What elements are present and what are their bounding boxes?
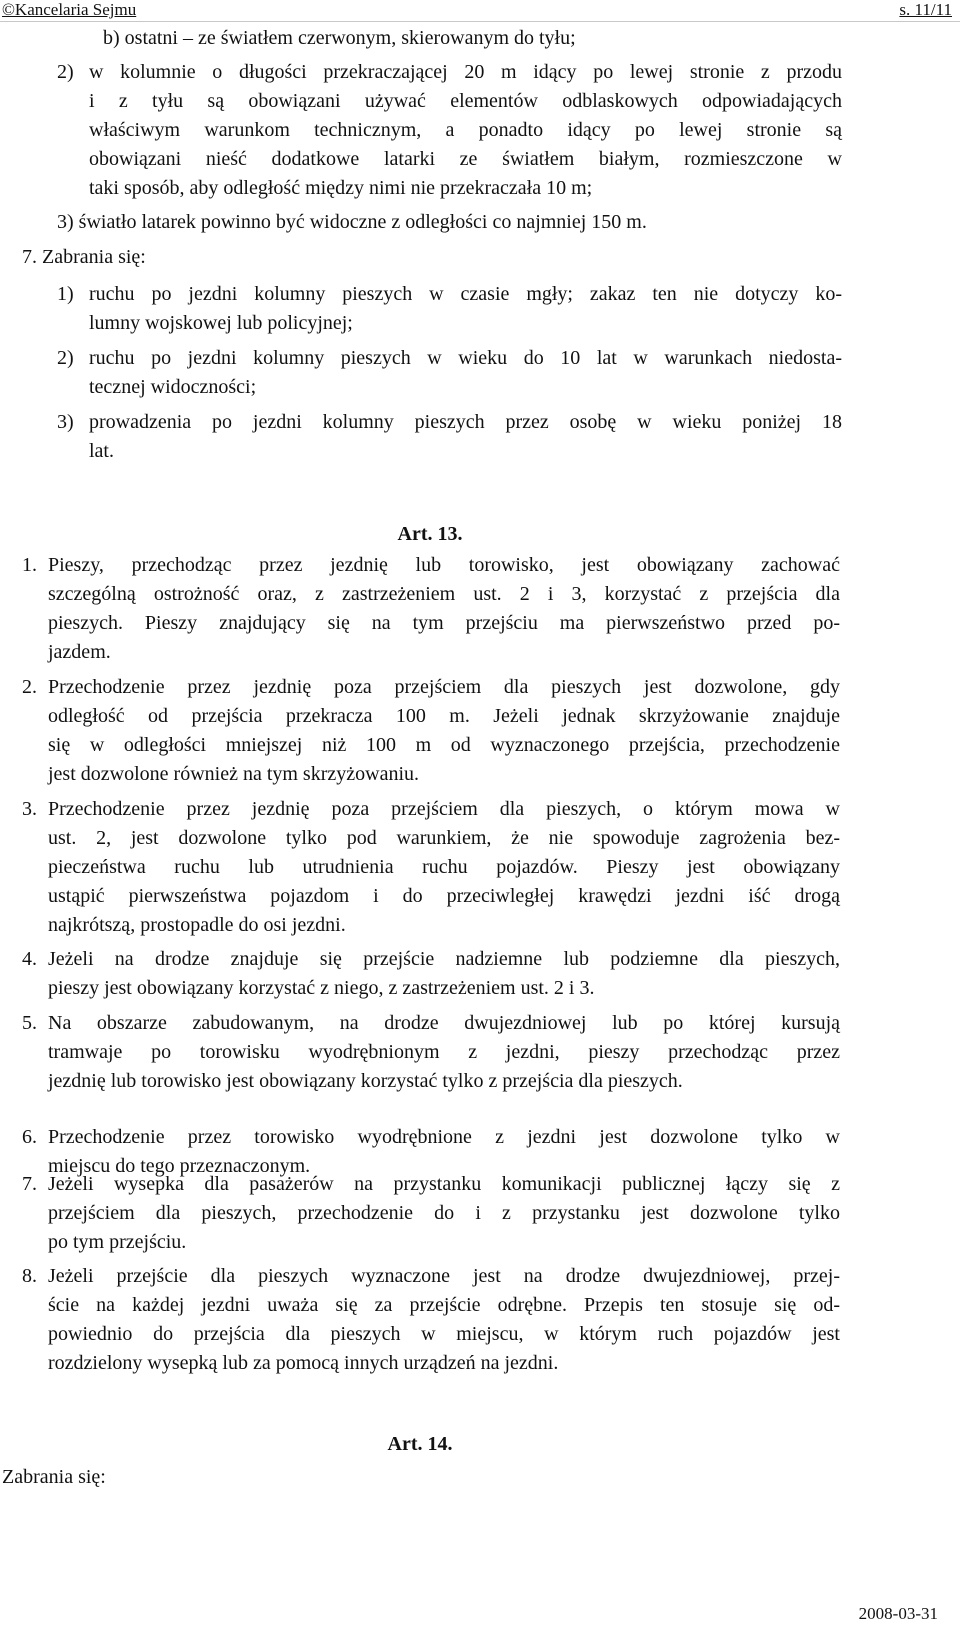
art-13-paragraph	[22, 795, 840, 940]
item-number: 2)	[57, 61, 74, 83]
s7-item-2	[57, 344, 842, 402]
text-line: Jeżeli wysepka dla pasażerów na przystanku komunikacji publicznej łączy się z	[48, 1173, 840, 1195]
item-number: 3)	[57, 411, 74, 433]
text-line: rozdzielony wysepką lub za pomocą innych urządzeń na jezdni.	[48, 1352, 559, 1374]
art-13-heading: Art. 13.	[397, 523, 463, 545]
text-line: lat.	[89, 440, 114, 462]
paragraph-number: 8.	[22, 1265, 37, 1287]
header-divider	[0, 21, 960, 22]
paragraph-number: 3.	[22, 798, 37, 820]
art-13-paragraph	[22, 1170, 840, 1257]
text-line: Jeżeli przejście dla pieszych wyznaczone jest na drodze dwujezdniowej, przej-	[48, 1265, 840, 1287]
text-line: najkrótszą, prostopadle do osi jezdni.	[48, 914, 346, 936]
text-line: tramwaje po torowisku wyodrębnionym z jezdni, pieszy przechodząc przez	[48, 1041, 840, 1063]
section-lead-text: Zabrania się:	[42, 246, 146, 268]
text-line: jest dozwolone również na tym skrzyżowaniu.	[48, 763, 420, 785]
s7-item-3	[57, 408, 842, 466]
text-line: powiednio do przejścia dla pieszych w miejscu, w którym ruch pojazdów jest	[48, 1323, 840, 1345]
art-13-paragraph	[22, 1262, 840, 1378]
art-14-lead: Zabrania się:	[2, 1466, 106, 1488]
text-line: szczególną ostrożność oraz, z zastrzeżeniem ust. 2 i 3, korzystać z przejścia dla	[48, 583, 840, 605]
text-line: ustąpić pierwszeństwa pojazdom i do przeciwległej krawędzi jezdni iść drogą	[48, 885, 840, 907]
footer-date: 2008-03-31	[858, 1604, 938, 1623]
text-line: Jeżeli na drodze znajduje się przejście nadziemne lub podziemne dla pieszych,	[48, 948, 840, 970]
text-line: ście na każdej jezdni uważa się za przejście odrębne. Przepis ten stosuje się od-	[48, 1294, 840, 1316]
art-13-paragraph	[22, 673, 840, 789]
section-7-lead	[22, 243, 146, 272]
paragraph-number: 5.	[22, 1012, 37, 1034]
text-line: jezdnię lub torowisko jest obowiązany korzystać tylko z przejścia dla pieszych.	[48, 1070, 683, 1092]
item-number: 3)	[57, 211, 74, 233]
paragraph-number: 2.	[22, 676, 37, 698]
text-line: Przechodzenie przez torowisko wyodrębnione z jezdni jest dozwolone tylko w	[48, 1126, 840, 1148]
text-line: pieszych. Pieszy znajdujący się na tym przejściu ma pierwszeństwo przed po-	[48, 612, 840, 634]
text-line: Przechodzenie przez jezdnię poza przejściem dla pieszych, o którym mowa w	[48, 798, 840, 820]
item-number: 1)	[57, 283, 74, 305]
section-number: 7.	[22, 246, 37, 268]
text-line: ruchu po jezdni kolumny pieszych w czasie mgły; zakaz ten nie dotyczy ko-	[89, 283, 842, 305]
paragraph-number: 7.	[22, 1173, 37, 1195]
text-line: ust. 2, jest dozwolone tylko pod warunkiem, że nie spowoduje zagrożenia bez-	[48, 827, 840, 849]
text-line: tecznej widoczności;	[89, 376, 257, 398]
item-text: światło latarek powinno być widoczne z odległości co najmniej 150 m.	[78, 211, 647, 233]
text-line: Pieszy, przechodząc przez jezdnię lub torowisko, jest obowiązany zachować	[48, 554, 840, 576]
paragraph-number: 4.	[22, 948, 37, 970]
s7-item-1	[57, 280, 842, 338]
text-line: lumny wojskowej lub policyjnej;	[89, 312, 353, 334]
item-b: b) ostatni – ze światłem czerwonym, skierowanym do tyłu;	[103, 27, 576, 49]
item-3	[57, 208, 647, 237]
art-13-paragraph	[22, 1009, 840, 1096]
item-number: 2)	[57, 347, 74, 369]
text-line: miejscu do tego przeznaczonym.	[48, 1155, 311, 1177]
paragraph-number: 1.	[22, 554, 37, 576]
text-line: i z tyłu są obowiązani używać elementów odblaskowych odpowiadających	[89, 90, 842, 112]
header-source: ©Kancelaria Sejmu	[2, 0, 137, 19]
text-line: odległość od przejścia przekracza 100 m. Jeżeli jednak skrzyżowanie znajduje	[48, 705, 840, 727]
paragraph-number: 6.	[22, 1126, 37, 1148]
art-14-heading: Art. 14.	[387, 1433, 453, 1455]
text-line: właściwym warunkom technicznym, a ponadto idący po lewej stronie są	[89, 119, 842, 141]
text-line: po tym przejściu.	[48, 1231, 187, 1253]
text-line: przejściem dla pieszych, przechodzenie do i z przystanku jest dozwolone tylko	[48, 1202, 840, 1224]
text-line: Na obszarze zabudowanym, na drodze dwujezdniowej lub po której kursują	[48, 1012, 840, 1034]
text-line: obowiązani nieść dodatkowe latarki ze światłem białym, rozmieszczone w	[89, 148, 842, 170]
text-line: pieczeństwa ruchu lub utrudnienia ruchu pojazdów. Pieszy jest obowiązany	[48, 856, 840, 878]
art-13-paragraph	[22, 551, 840, 667]
text-line: Przechodzenie przez jezdnię poza przejściem dla pieszych jest dozwolone, gdy	[48, 676, 840, 698]
text-line: pieszy jest obowiązany korzystać z niego, z zastrzeżeniem ust. 2 i 3.	[48, 977, 595, 999]
text-line: ruchu po jezdni kolumny pieszych w wieku do 10 lat w warunkach niedosta-	[89, 347, 842, 369]
item-2	[57, 58, 842, 203]
text-line: taki sposób, aby odległość między nimi nie przekraczała 10 m;	[89, 177, 593, 199]
page-number: s. 11/11	[899, 0, 952, 19]
text-line: w kolumnie o długości przekraczającej 20 m idący po lewej stronie z przodu	[89, 61, 842, 83]
text-line: jazdem.	[48, 641, 111, 663]
text-line: prowadzenia po jezdni kolumny pieszych przez osobę w wieku poniżej 18	[89, 411, 842, 433]
text-line: się w odległości mniejszej niż 100 m od wyznaczonego przejścia, przechodzenie	[48, 734, 840, 756]
art-13-paragraph	[22, 945, 840, 1003]
